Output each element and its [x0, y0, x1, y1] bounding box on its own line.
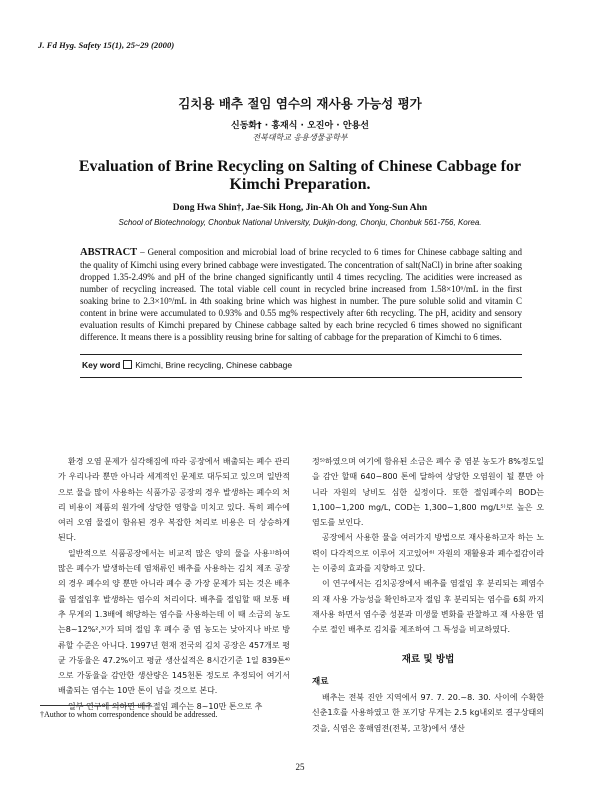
body-paragraph: 이 연구에서는 김치공장에서 배추를 염절임 후 분리되는 폐염수의 재 사용 가능성을 확인하고자 절임 후 분리되는 염수를 6회 까지 재사용 하면서 염수중 성분과 미생물 변화를 관찰하고 재 사용한 염수로 절인 배추로 김치를 제조하여 그 특성을 비교하였다.	[312, 579, 544, 635]
korean-title: 김치용 배추 절임 염수의 재사용 가능성 평가	[178, 96, 422, 111]
english-affiliation: School of Biotechnology, Chonbuk National University, Dukjin-dong, Chonju, Chonbuk 561-756, Korea.	[118, 218, 482, 227]
english-title: Evaluation of Brine Recycling on Salting of Chinese Cabbage for Kimchi Preparation.	[78, 158, 522, 193]
journal-citation: J. Fd Hyg. Safety 15(1), 25~29 (2000)	[38, 40, 175, 50]
page-number: 25	[295, 762, 305, 772]
footnote-divider	[40, 705, 150, 706]
abstract-label: ABSTRACT	[80, 247, 138, 258]
section-heading: 재료 및 방법	[401, 653, 455, 665]
body-paragraph: 배추는 전북 진안 지역에서 97. 7. 20.~8. 30. 사이에 수확한 신춘1호를 사용하였고 한 포기당 무게는 2.5 kg내외로 결구상태의 것을, 식염은 홍해염전(전북, 고창)에서 생산	[312, 693, 544, 733]
abstract	[80, 246, 522, 343]
english-authors: Dong Hwa Shin†, Jae-Sik Hong, Jin-Ah Oh and Yong-Sun Ahn	[172, 203, 428, 213]
korean-affiliation: 전북대학교 응용생물공학부	[252, 133, 348, 142]
body-paragraph: 환경 오염 문제가 심각해짐에 따라 공장에서 배출되는 폐수 관리가 우리나라 뿐만 아니라 세계적인 문제로 대두되고 있으며 일반적으로 물을 많이 사용하는 식품가공 공장의 경우 발생하는 폐수의 처리 비용이 제품의 원가에 상당한 영향을 미치고 있다. 특히 폐수에 여러 오염 물질이 함유된 경우 복잡한 처리로 비용은 더 상승하게 된다.	[58, 457, 290, 543]
korean-authors: 신동화† · 홍재식 · 오진아 · 안용선	[231, 121, 369, 131]
body-paragraph: 일반적으로 식품공장에서는 비교적 많은 양의 물을 사용¹⁾하여 많은 폐수가 발생하는데 염채류인 배추를 사용하는 김치 제조 공장의 경우 폐수의 양 뿐만 아니라 폐수 중 가장 문제가 되는 것은 배추를 염절임후 발생하는 염수의 처리이다. 배추를 절임할 때 보통 배추 무게의 1.3배에 해당하는 염수를 사용하는데 이 때 소금의 농도는8~12%²,³⁾가 되며 절임 후 폐수 중 염 농도는 낮아지나 바로 방류할 수준은 아니다. 1997년 현재 전국의 김치 공장은 457개로 평균 가동율은 47.2%이고 평균 생산실적은 8시간기준 1일 839톤⁴⁾으로 가동율을 감안한 생산량은 145천톤 정도로 추정되어 여기서 배출되는 염수는 10만 톤이 넘을 것으로 본다.	[58, 548, 290, 696]
abstract-text: – General composition and microbial load of brine recycled to 6 times for Chinese cabbage salting and the quality of Kimchi using every brined cabbage were investigated. The concentration of salt(NaCl) in brine after soaking dropped 1.35-2.49% and pH of the brine changed significantly until 4 times recycling. The acidities were increased as number of recycling increased. The total viable cell count in recycled brine increased from 1.58×10⁶/mL in the first soaking brine to 2.3×10⁹/mL in 4th soaking brine which was highest in number. The pure soluble solid and vitamin C content in brine were accumulated to 0.93% and 0.55 mg% respectively after 6th recycling. The pH, acidity and sensory evaluation results of Kimchi prepared by Chinese cabbage salted by each brine recycled 6 times showed no significant difference. It means there is a possiblity reusing brine for salting of cabbage for the preparation of Kimchi to 6 times.	[80, 247, 522, 342]
keywords-label: Key word	[82, 360, 121, 370]
body-paragraph: 공장에서 사용한 물을 여러가지 방법으로 재사용하고자 하는 노력이 다각적으로 이루어 지고있어⁶⁾ 자원의 재활용과 폐수절감이라는 이중의 효과를 지향하고 있다.	[312, 533, 544, 574]
body-paragraph: 일부 연구에 의하면 배추절임 폐수는 8~10만 톤으로 추	[68, 701, 263, 711]
body-paragraph: 정⁵⁾하였으며 여기에 함유된 소금은 폐수 중 염분 농도가 8%정도일을 감안 할때 640~800 톤에 달하여 상당한 오염원이 될 뿐만 아니라 자원의 낭비도 심한 실정이다. 또한 절임폐수의 BOD는 1,100~1,200 mg/L, COD는 1,300~1,800 mg/L⁵⁾로 높은 오염도를 보인다.	[312, 457, 544, 528]
checkbox-icon	[123, 360, 132, 369]
body-left-column	[58, 454, 290, 714]
keywords-box	[80, 354, 522, 378]
body-right-column	[312, 454, 544, 736]
footnote: †Author to whom correspondence should be addressed.	[40, 710, 218, 719]
keywords-text: Kimchi, Brine recycling, Chinese cabbage	[135, 360, 293, 370]
subsection-heading: 재료	[312, 676, 329, 687]
